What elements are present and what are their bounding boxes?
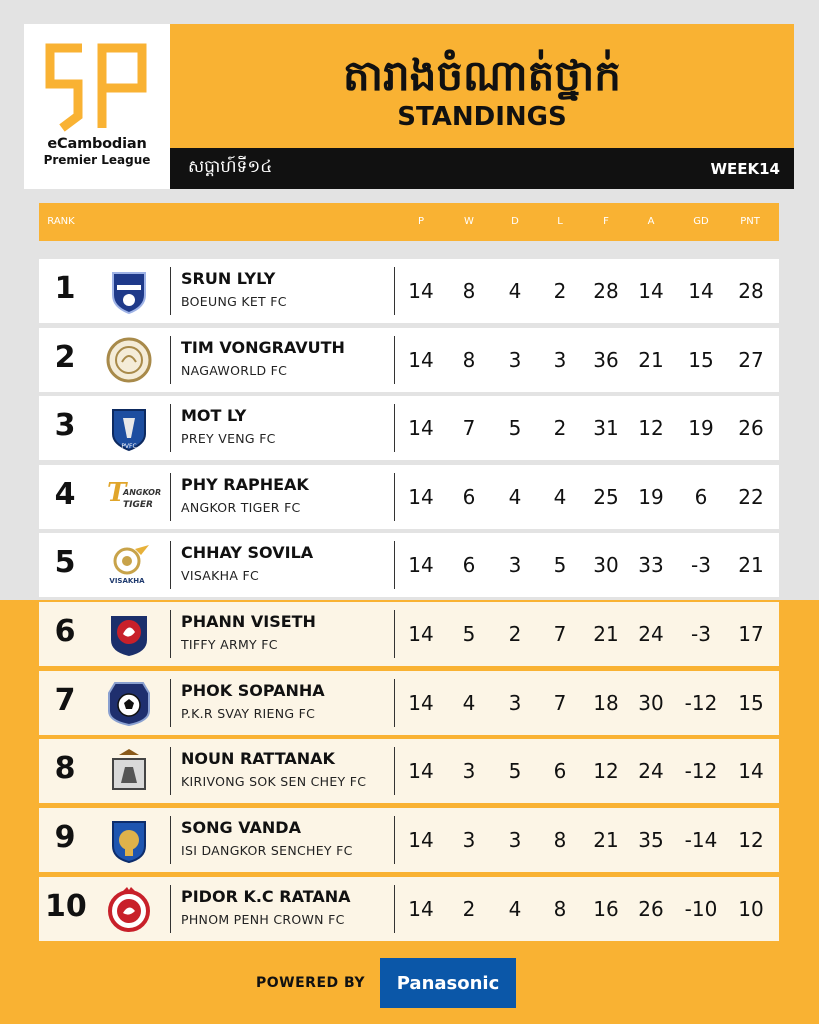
divider <box>394 816 395 864</box>
divider <box>394 541 395 589</box>
stat-p: 14 <box>408 416 434 440</box>
stat-d: 2 <box>508 622 522 646</box>
stat-d: 3 <box>508 691 522 715</box>
rank: 3 <box>54 408 76 443</box>
ecpl-logo-icon <box>42 42 152 132</box>
stat-gd: 15 <box>688 348 714 372</box>
club-name: KIRIVONG SOK SEN CHEY FC <box>181 774 367 789</box>
stat-w: 3 <box>462 759 476 783</box>
divider <box>170 267 171 315</box>
col-rank: RANK <box>47 216 75 227</box>
stat-pnt: 10 <box>738 897 764 921</box>
stat-l: 3 <box>553 348 567 372</box>
player-name: PHY RAPHEAK <box>181 475 309 494</box>
stat-w: 3 <box>462 828 476 852</box>
stat-d: 4 <box>508 279 522 303</box>
stat-l: 4 <box>553 485 567 509</box>
stat-f: 30 <box>593 553 619 577</box>
stat-p: 14 <box>408 828 434 852</box>
divider <box>170 336 171 384</box>
stat-f: 12 <box>593 759 619 783</box>
divider <box>394 885 395 933</box>
stat-a: 14 <box>638 279 664 303</box>
stat-a: 24 <box>638 622 664 646</box>
divider <box>394 473 395 521</box>
stat-l: 5 <box>553 553 567 577</box>
player-name: PHOK SOPANHA <box>181 681 325 700</box>
divider <box>170 541 171 589</box>
col-p: P <box>417 216 425 227</box>
stat-w: 5 <box>462 622 476 646</box>
logo-line1: eCambodian <box>47 136 147 152</box>
player-name: TIM VONGRAVUTH <box>181 338 345 357</box>
svg-text:PVFC: PVFC <box>121 443 137 450</box>
week-label: WEEK14 <box>710 159 780 178</box>
stat-a: 21 <box>638 348 664 372</box>
stat-d: 3 <box>508 828 522 852</box>
stat-pnt: 26 <box>738 416 764 440</box>
table-row <box>39 671 779 735</box>
table-row <box>39 739 779 803</box>
rank: 8 <box>54 751 76 786</box>
divider <box>394 610 395 658</box>
player-name: CHHAY SOVILA <box>181 543 314 562</box>
divider <box>394 747 395 795</box>
col-l: L <box>557 216 563 227</box>
stat-p: 14 <box>408 279 434 303</box>
svg-text:VISAKHA: VISAKHA <box>109 577 145 585</box>
visakha-badge-icon <box>105 541 153 589</box>
stat-f: 18 <box>593 691 619 715</box>
stat-w: 8 <box>462 279 476 303</box>
club-name: BOEUNG KET FC <box>181 294 287 309</box>
player-name: MOT LY <box>181 406 247 425</box>
nagaworld-badge-icon <box>105 336 153 384</box>
player-name: SONG VANDA <box>181 818 301 837</box>
tiffy-army-badge-icon <box>105 610 153 658</box>
col-f: F <box>603 216 609 227</box>
stat-f: 36 <box>593 348 619 372</box>
divider <box>170 679 171 727</box>
stat-pnt: 27 <box>738 348 764 372</box>
club-name: NAGAWORLD FC <box>181 363 288 378</box>
title-banner <box>170 24 794 148</box>
stat-p: 14 <box>408 553 434 577</box>
col-a: A <box>647 216 655 227</box>
table-row <box>39 259 779 323</box>
player-name: NOUN RATTANAK <box>181 749 335 768</box>
stat-gd: 19 <box>688 416 714 440</box>
table-row <box>39 328 779 392</box>
page-title: STANDINGS <box>397 102 567 132</box>
table-row <box>39 465 779 529</box>
table-row <box>39 396 779 460</box>
rank: 7 <box>54 683 76 718</box>
stat-a: 19 <box>638 485 664 509</box>
col-pnt: PNT <box>740 216 760 227</box>
rank: 6 <box>54 614 76 649</box>
divider <box>170 610 171 658</box>
stat-p: 14 <box>408 897 434 921</box>
stat-w: 4 <box>462 691 476 715</box>
phnom-penh-crown-badge-icon <box>105 885 153 933</box>
player-name: SRUN LYLY <box>181 269 276 288</box>
stat-f: 16 <box>593 897 619 921</box>
stat-d: 5 <box>508 759 522 783</box>
stat-a: 35 <box>638 828 664 852</box>
divider <box>394 679 395 727</box>
league-logo <box>24 24 170 189</box>
stat-a: 24 <box>638 759 664 783</box>
stat-l: 8 <box>553 897 567 921</box>
stat-gd: -14 <box>684 828 718 852</box>
stat-pnt: 21 <box>738 553 764 577</box>
divider <box>394 336 395 384</box>
stat-l: 2 <box>553 416 567 440</box>
prey-veng-badge-icon <box>105 404 153 452</box>
stat-p: 14 <box>408 691 434 715</box>
stat-a: 12 <box>638 416 664 440</box>
player-name: PHANN VISETH <box>181 612 316 631</box>
svg-text:ANGKOR: ANGKOR <box>123 488 162 497</box>
svg-text:T: T <box>107 478 127 508</box>
sponsor-logo: Panasonic <box>380 958 516 1008</box>
boeung-ket-badge-icon <box>105 267 153 315</box>
divider <box>170 747 171 795</box>
logo-line2: Premier League <box>43 153 151 167</box>
stat-l: 8 <box>553 828 567 852</box>
club-name: PHNOM PENH CROWN FC <box>181 912 345 927</box>
stat-d: 3 <box>508 348 522 372</box>
rank: 1 <box>54 271 76 306</box>
club-name: ANGKOR TIGER FC <box>181 500 301 515</box>
col-gd: GD <box>693 216 709 227</box>
table-row <box>39 602 779 666</box>
stat-pnt: 28 <box>738 279 764 303</box>
week-bar <box>170 148 794 189</box>
stat-gd: 6 <box>694 485 708 509</box>
stat-p: 14 <box>408 622 434 646</box>
svay-rieng-badge-icon <box>105 679 153 727</box>
stat-a: 30 <box>638 691 664 715</box>
stat-f: 21 <box>593 622 619 646</box>
stat-w: 2 <box>462 897 476 921</box>
stat-gd: -12 <box>684 691 718 715</box>
kirivong-badge-icon <box>105 747 153 795</box>
stat-f: 31 <box>593 416 619 440</box>
club-name: P.K.R SVAY RIENG FC <box>181 706 316 721</box>
table-row <box>39 533 779 597</box>
stat-pnt: 12 <box>738 828 764 852</box>
stat-w: 7 <box>462 416 476 440</box>
divider <box>170 473 171 521</box>
divider <box>394 404 395 452</box>
stat-gd: -12 <box>684 759 718 783</box>
col-w: W <box>464 216 474 227</box>
stat-l: 6 <box>553 759 567 783</box>
stat-p: 14 <box>408 348 434 372</box>
rank: 9 <box>54 820 76 855</box>
stat-d: 4 <box>508 897 522 921</box>
stat-gd: -10 <box>684 897 718 921</box>
rank: 2 <box>54 340 76 375</box>
rank: 5 <box>54 545 76 580</box>
stat-pnt: 15 <box>738 691 764 715</box>
stat-w: 6 <box>462 553 476 577</box>
stat-p: 14 <box>408 759 434 783</box>
stat-l: 7 <box>553 622 567 646</box>
stat-a: 33 <box>638 553 664 577</box>
stat-l: 7 <box>553 691 567 715</box>
powered-by-label: POWERED BY <box>256 975 366 991</box>
club-name: ISI DANGKOR SENCHEY FC <box>181 843 353 858</box>
stat-f: 28 <box>593 279 619 303</box>
stat-d: 3 <box>508 553 522 577</box>
col-d: D <box>511 216 519 227</box>
stat-p: 14 <box>408 485 434 509</box>
stat-d: 4 <box>508 485 522 509</box>
club-name: PREY VENG FC <box>181 431 276 446</box>
stat-f: 21 <box>593 828 619 852</box>
stat-gd: 14 <box>688 279 714 303</box>
stat-w: 6 <box>462 485 476 509</box>
week-label-khmer: សប្តាហ៍ទី១៤ <box>188 157 273 177</box>
stat-w: 8 <box>462 348 476 372</box>
isi-dangkor-badge-icon <box>105 816 153 864</box>
stat-d: 5 <box>508 416 522 440</box>
rank: 4 <box>54 477 76 512</box>
stat-pnt: 17 <box>738 622 764 646</box>
stat-a: 26 <box>638 897 664 921</box>
page-title-khmer: តារាងចំណាត់ថ្នាក់ <box>343 51 621 100</box>
table-row <box>39 808 779 872</box>
stat-pnt: 22 <box>738 485 764 509</box>
rank: 10 <box>45 889 87 924</box>
divider <box>170 816 171 864</box>
svg-text:TIGER: TIGER <box>123 500 153 510</box>
stat-f: 25 <box>593 485 619 509</box>
table-row <box>39 877 779 941</box>
player-name: PIDOR K.C RATANA <box>181 887 351 906</box>
angkor-tiger-badge-icon <box>105 473 162 521</box>
stat-gd: -3 <box>691 553 711 577</box>
stat-l: 2 <box>553 279 567 303</box>
stat-pnt: 14 <box>738 759 764 783</box>
divider <box>394 267 395 315</box>
divider <box>170 885 171 933</box>
divider <box>170 404 171 452</box>
club-name: TIFFY ARMY FC <box>181 637 278 652</box>
stat-gd: -3 <box>691 622 711 646</box>
table-header <box>39 203 779 241</box>
club-name: VISAKHA FC <box>181 568 259 583</box>
